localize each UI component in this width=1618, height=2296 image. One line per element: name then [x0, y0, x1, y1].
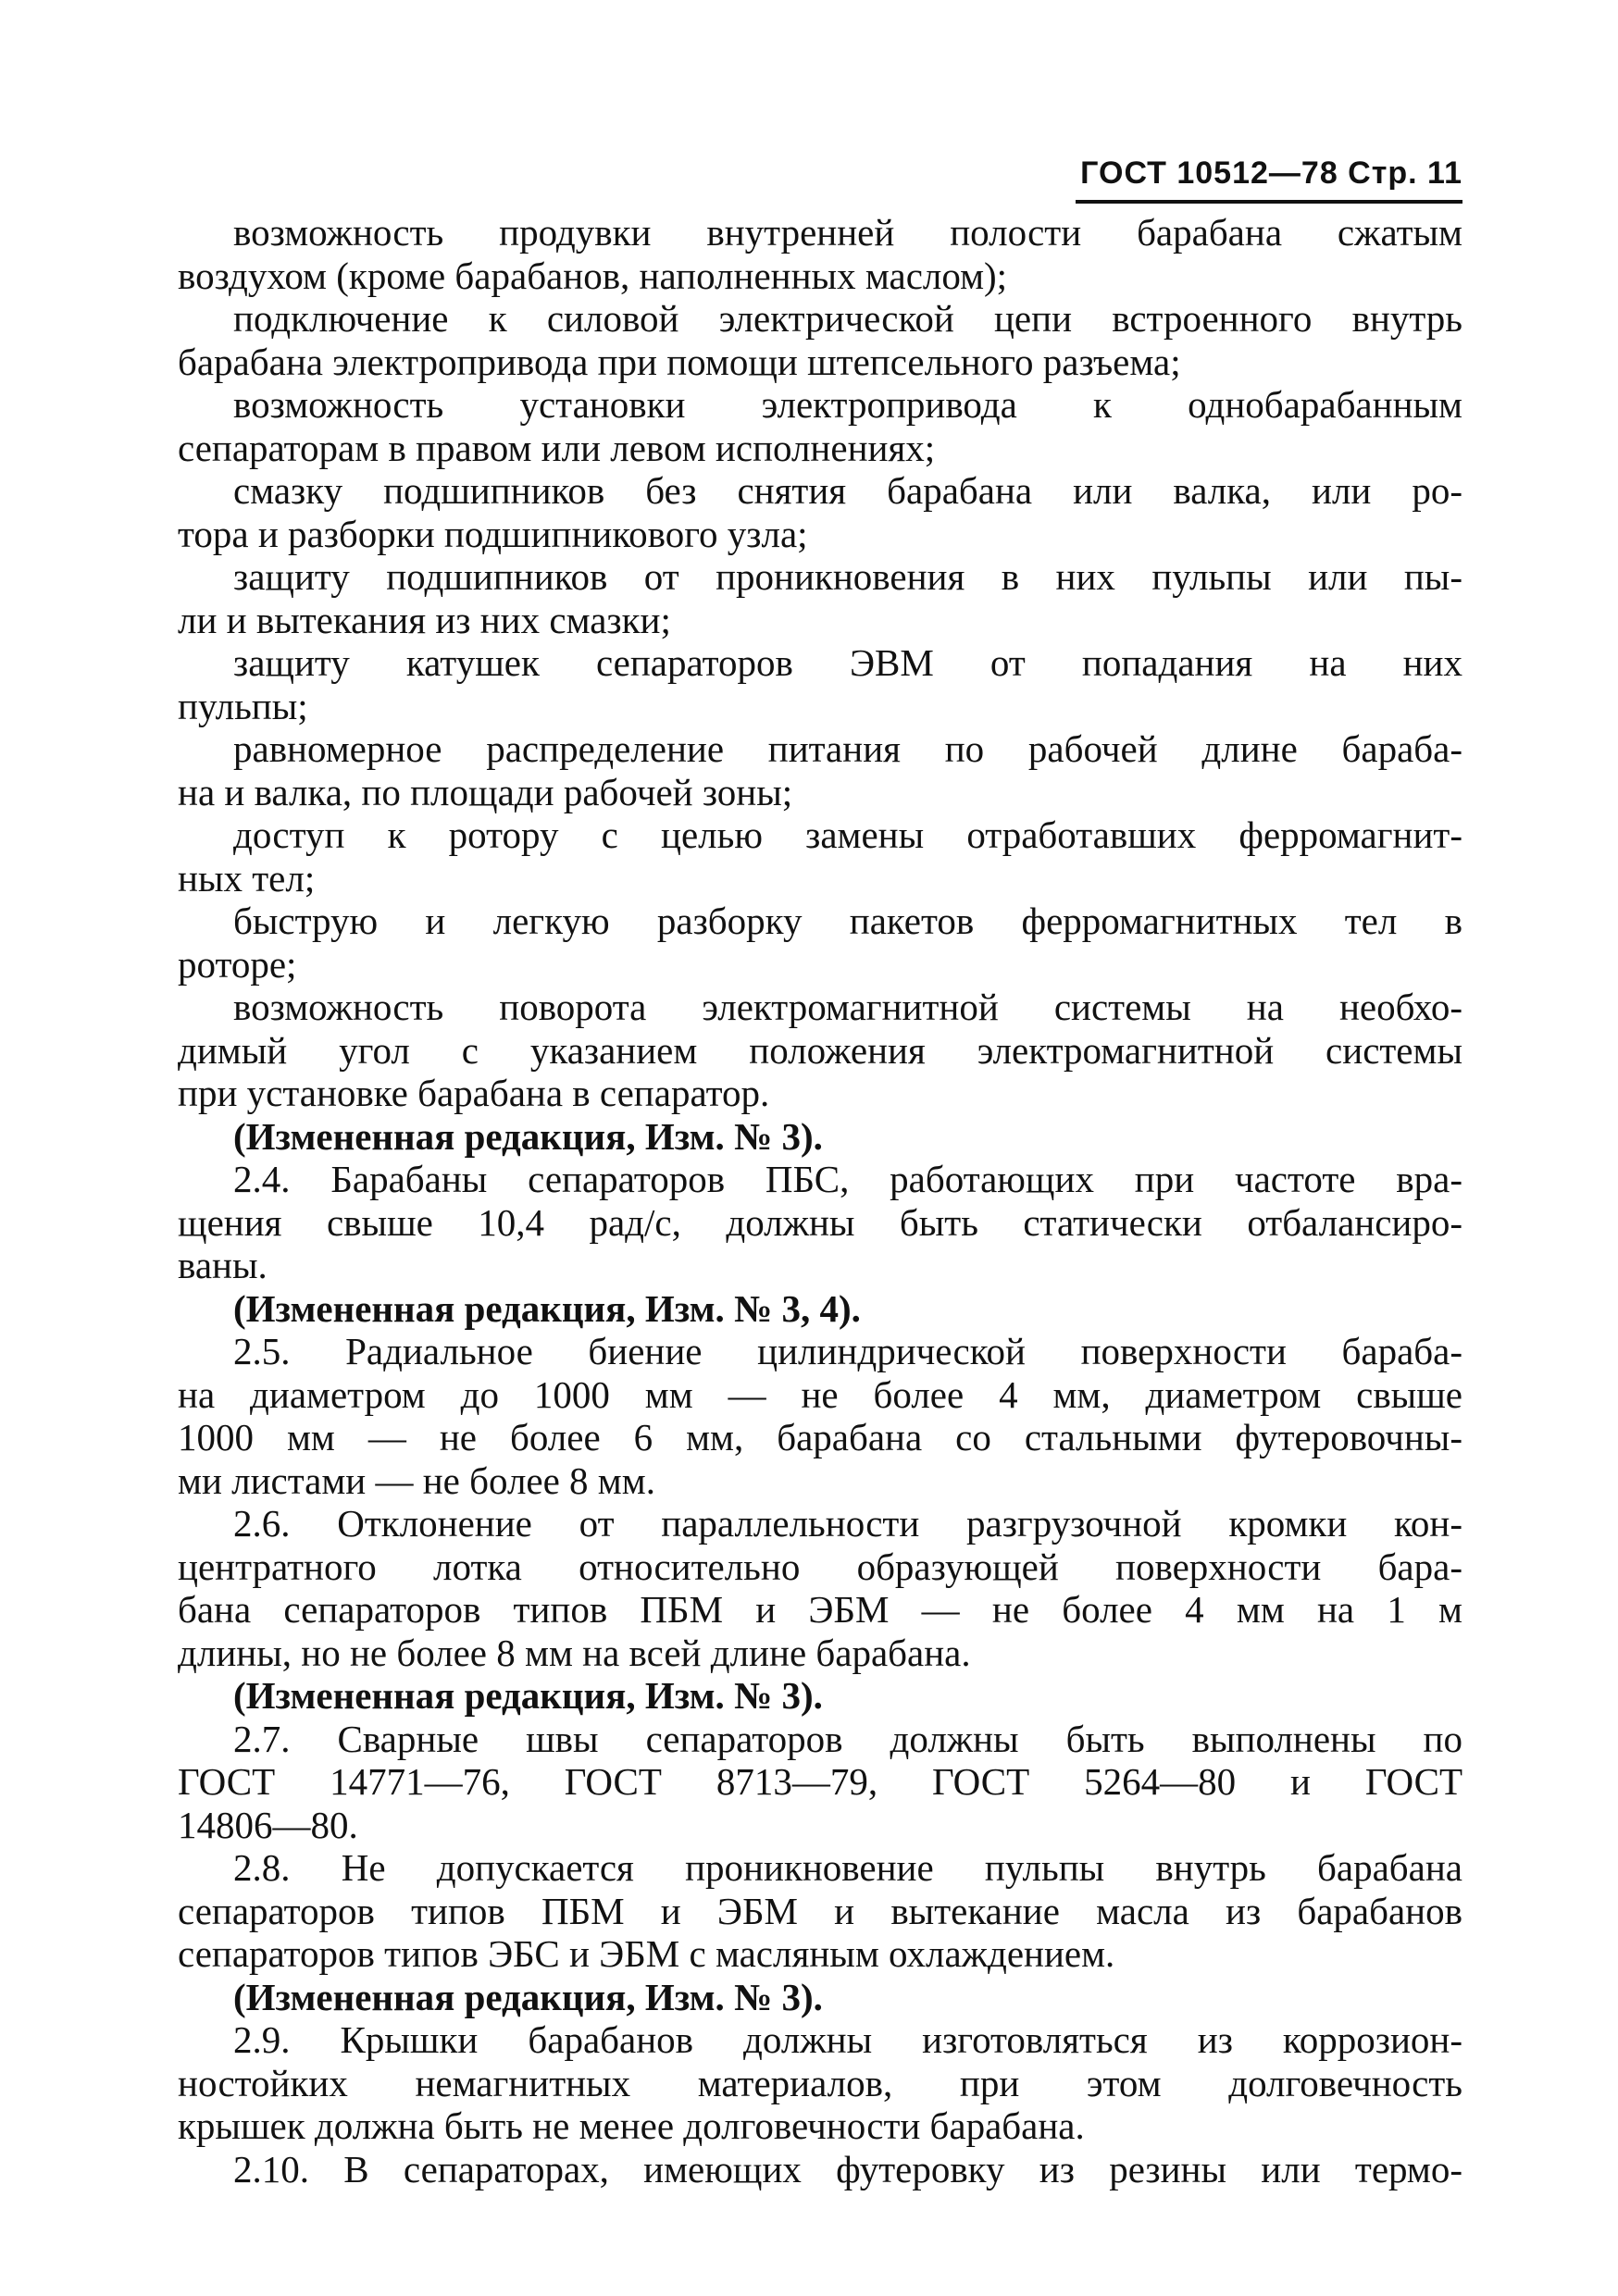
amendment-note-line: (Измененная редакция, Изм. № 3).: [233, 1674, 823, 1717]
text-line: тора и разборки подшипникового узла;: [178, 512, 808, 555]
text-line: длины, но не более 8 мм на всей длине барабана.: [178, 1631, 971, 1674]
text-line: центратного лотка относительно образующей поверхности бара-: [178, 1545, 1462, 1588]
text-line: ных тел;: [178, 856, 316, 900]
text-line: ваны.: [178, 1244, 268, 1286]
text-line: подключение к силовой электрической цепи встроенного внутрь: [233, 297, 1462, 340]
text-line: пульпы;: [178, 684, 308, 727]
text-line: быструю и легкую разборку пакетов ферромагнитных тел в: [233, 900, 1462, 942]
text-line: 2.7. Сварные швы сепараторов должны быть выполнены по: [233, 1717, 1462, 1760]
text-line: сепараторам в правом или левом исполнениях;: [178, 426, 936, 469]
text-line: защиту катушек сепараторов ЭВМ от попадания на них: [233, 641, 1462, 684]
text-line: возможность установки электропривода к однобарабанным: [233, 383, 1462, 426]
text-line: возможность продувки внутренней полости барабана сжатым: [233, 211, 1462, 254]
text-line: 14806—80.: [178, 1803, 358, 1846]
text-line: ностойких немагнитных материалов, при этом долговечность: [178, 2061, 1462, 2104]
text-line: димый угол с указанием положения электромагнитной системы: [178, 1028, 1462, 1072]
text-line: при установке барабана в сепаратор.: [178, 1072, 770, 1114]
text-line: роторе;: [178, 942, 297, 986]
text-line: защиту подшипников от проникновения в них пульпы или пы-: [233, 555, 1462, 598]
text-line: 2.5. Радиальное биение цилиндрической поверхности бараба-: [233, 1330, 1462, 1372]
text-line: ли и вытекания из них смазки;: [178, 598, 671, 641]
body-text: [178, 211, 1462, 2191]
text-line: сепараторов типов ЭБС и ЭБМ с масляным охлаждением.: [178, 1932, 1115, 1975]
text-line: воздухом (кроме барабанов, наполненных маслом);: [178, 254, 1008, 297]
text-line: 2.4. Барабаны сепараторов ПБС, работающих при частоте вра-: [233, 1158, 1462, 1200]
text-line: 2.9. Крышки барабанов должны изготовляться из коррозион-: [233, 2018, 1462, 2061]
text-line: доступ к ротору с целью замены отработавших ферромагнит-: [233, 813, 1462, 856]
text-line: 2.8. Не допускается проникновение пульпы внутрь барабана: [233, 1846, 1462, 1889]
text-line: равномерное распределение питания по рабочей длине бараба-: [233, 727, 1462, 770]
text-line: крышек должна быть не менее долговечности барабана.: [178, 2104, 1085, 2147]
amendment-note-line: (Измененная редакция, Изм. № 3).: [233, 1975, 823, 2018]
text-line: на диаметром до 1000 мм — не более 4 мм, диаметром свыше: [178, 1372, 1462, 1416]
amendment-note-line: (Измененная редакция, Изм. № 3).: [233, 1114, 823, 1158]
text-line: щения свыше 10,4 рад/с, должны быть статически отбалансиро-: [178, 1200, 1462, 1244]
text-line: сепараторов типов ПБМ и ЭБМ и вытекание масла из барабанов: [178, 1889, 1462, 1932]
text-line: на и валка, по площади рабочей зоны;: [178, 770, 793, 813]
text-line: 2.10. В сепараторах, имеющих футеровку из резины или термо-: [233, 2147, 1462, 2191]
text-line: ми листами — не более 8 мм.: [178, 1458, 655, 1502]
header-rule: [1076, 200, 1462, 204]
text-line: ГОСТ 14771—76, ГОСТ 8713—79, ГОСТ 5264—80 и ГОСТ: [178, 1760, 1462, 1803]
text-line: бана сепараторов типов ПБМ и ЭБМ — не более 4 мм на 1 м: [178, 1588, 1462, 1631]
amendment-note-line: (Измененная редакция, Изм. № 3, 4).: [233, 1286, 861, 1330]
page-header: ГОСТ 10512—78 Стр. 11: [1080, 155, 1462, 191]
text-line: 1000 мм — не более 6 мм, барабана со стальными футеровочны-: [178, 1416, 1462, 1458]
text-line: 2.6. Отклонение от параллельности разгрузочной кромки кон-: [233, 1502, 1462, 1545]
text-line: смазку подшипников без снятия барабана или валка, или ро-: [233, 469, 1462, 512]
text-line: барабана электропривода при помощи штепсельного разъема;: [178, 340, 1181, 383]
text-line: возможность поворота электромагнитной системы на необхо-: [233, 986, 1462, 1028]
